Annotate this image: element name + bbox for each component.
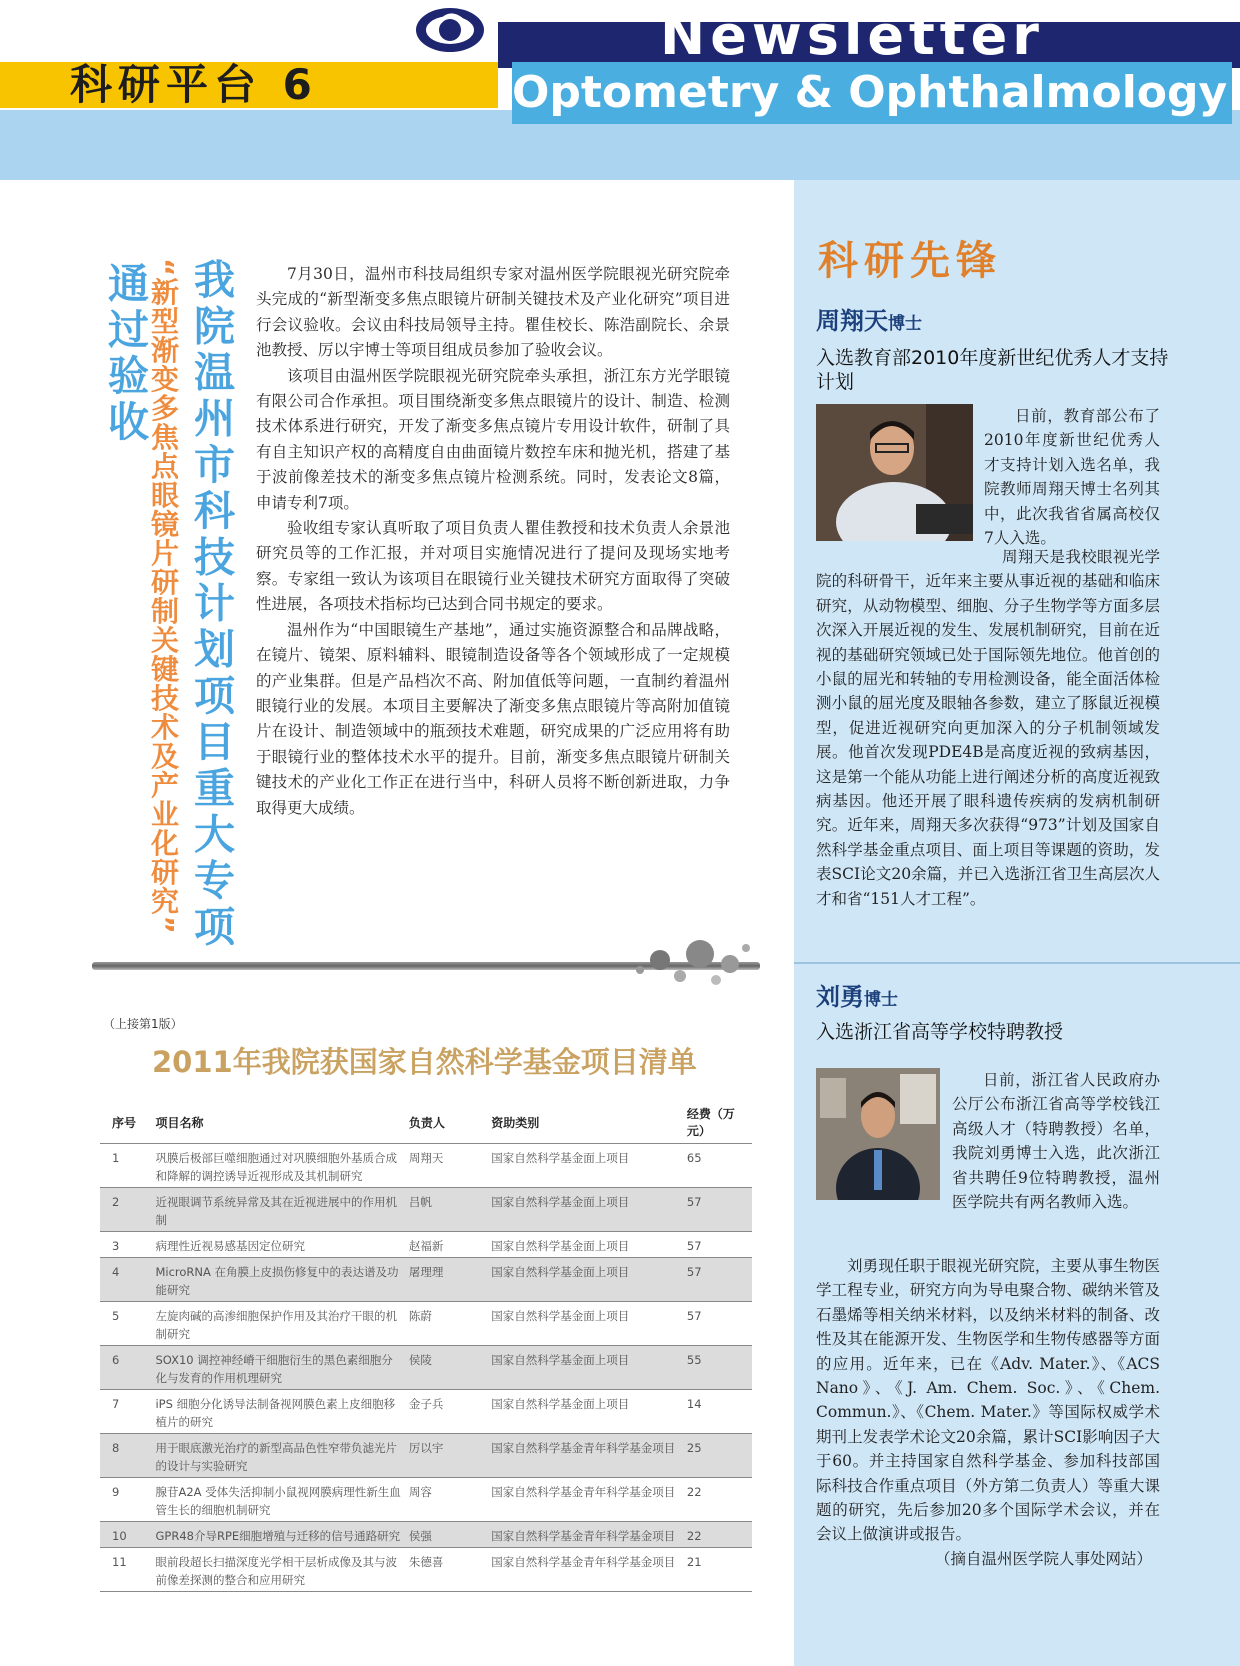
cell-no: 5	[100, 1302, 151, 1346]
cell-no: 9	[100, 1478, 151, 1522]
cell-lead: 朱德喜	[405, 1548, 487, 1592]
profile-2-title: 博士	[864, 990, 898, 1010]
cell-fund: 57	[687, 1232, 752, 1258]
cell-lead: 陈蔚	[405, 1302, 487, 1346]
cell-no: 6	[100, 1346, 151, 1390]
table-row	[100, 1522, 752, 1548]
table-row	[100, 1232, 752, 1258]
profile-2-intro	[952, 1068, 1160, 1214]
table-header-row	[100, 1101, 752, 1144]
sidebar-heading: 科研先锋	[818, 237, 1002, 284]
table-row	[100, 1390, 752, 1434]
cell-type: 国家自然科学基金面上项目	[487, 1144, 687, 1188]
cell-type: 国家自然科学基金青年科学基金项目	[487, 1522, 687, 1548]
cell-no: 2	[100, 1188, 151, 1232]
article-paragraph: 温州作为“中国眼镜生产基地”，通过实施资源整合和品牌战略，在镜片、镜架、原料辅料、眼镜制造设备等各个领域形成了一定规模的产业集群。但是产品档次不高、附加值低等问题，一直制约着温州眼镜行业的发展。本项目主要解决了渐变多焦点眼镜片等高附加值镜片在设计、制造领域中的瓶颈技术难题，研究成果的广泛应用将有助于眼镜行业的整体技术水平的提升。目前，渐变多焦点眼镜片研制关键技术的产业化工作正在进行当中，科研人员将不断创新进取，力争取得更大成绩。	[256, 620, 730, 817]
cell-name: 病理性近视易感基因定位研究	[151, 1232, 404, 1258]
cell-name: 左旋肉碱的高渗细胞保护作用及其治疗干眼的机制研究	[151, 1302, 404, 1346]
profile-2-paragraph-2: 刘勇现任职于眼视光研究院，主要从事生物医学工程专业，研究方向为导电聚合物、碳纳米管及石墨烯等相关纳米材料，以及纳米材料的制备、改性及其在能源开发、生物医学和生物传感器等方面的应用。近年来，已在《Adv. Mater.》、《ACS Nano》、《J. Am. Chem. Soc.》、《Chem. Commun.》、《Chem. Mater.》等国际权威学术期刊上发表学术论文20余篇，累计SCI影响因子大于60。并主持国家自然科学基金、参加科技部国际科技合作重点项目（外方第二负责人）等重大课题的研究，先后参加20多个国际学术会议，并在会议上做演讲或报告。	[816, 1257, 1160, 1544]
profile-2-award: 入选浙江省高等学校特聘教授	[816, 1021, 1064, 1043]
cell-name: 用于眼底激光治疗的新型高品色性窄带负滤光片的设计与实验研究	[151, 1434, 404, 1478]
table-title: 2011年我院获国家自然科学基金项目清单	[152, 1045, 697, 1079]
newsletter-subtitle: Optometry & Ophthalmology	[512, 67, 1228, 118]
cell-type: 国家自然科学基金青年科学基金项目	[487, 1434, 687, 1478]
cell-fund: 21	[687, 1548, 752, 1592]
cell-lead: 周容	[405, 1478, 487, 1522]
column-header: 序号	[100, 1101, 151, 1144]
grant-table	[100, 1101, 752, 1592]
cell-lead: 金子兵	[405, 1390, 487, 1434]
column-header: 项目名称	[151, 1101, 404, 1144]
cell-fund: 57	[687, 1302, 752, 1346]
table-row	[100, 1144, 752, 1188]
cell-type: 国家自然科学基金面上项目	[487, 1258, 687, 1302]
cell-type: 国家自然科学基金青年科学基金项目	[487, 1548, 687, 1592]
headline-main: 我院温州市科技计划项目重大专项	[187, 258, 235, 951]
cell-lead: 侯强	[405, 1522, 487, 1548]
table-row	[100, 1548, 752, 1592]
cell-fund: 25	[687, 1434, 752, 1478]
ink-splatter-decoration	[620, 924, 760, 994]
cell-type: 国家自然科学基金面上项目	[487, 1390, 687, 1434]
cell-name: 近视眼调节系统异常及其在近视进展中的作用机制	[151, 1188, 404, 1232]
profile-1-name: 周翔天	[816, 307, 888, 335]
cell-no: 11	[100, 1548, 151, 1592]
newsletter-title: Newsletter	[660, 4, 1044, 67]
cell-name: MicroRNA 在角膜上皮损伤修复中的表达谱及功能研究	[151, 1258, 404, 1302]
cell-no: 1	[100, 1144, 151, 1188]
profile-2-photo	[816, 1068, 940, 1200]
profile-2-name: 刘勇	[816, 983, 864, 1011]
cell-lead: 厉以宇	[405, 1434, 487, 1478]
cell-no: 3	[100, 1232, 151, 1258]
cell-type: 国家自然科学基金面上项目	[487, 1302, 687, 1346]
profile-1-paragraph-1: 日前，教育部公布了2010年度新世纪优秀人才支持计划入选名单，我院教师周翔天博士名列其中，此次我省省属高校仅7人入选。	[984, 407, 1160, 548]
cell-type: 国家自然科学基金面上项目	[487, 1232, 687, 1258]
cell-type: 国家自然科学基金青年科学基金项目	[487, 1478, 687, 1522]
section-label: 科研平台 6	[70, 60, 318, 109]
cell-fund: 22	[687, 1522, 752, 1548]
profile-1-name-line	[816, 306, 922, 339]
cell-name: SOX10 调控神经嵴干细胞衍生的黑色素细胞分化与发育的作用机理研究	[151, 1346, 404, 1390]
article-body	[256, 262, 730, 821]
article-paragraph: 该项目由温州医学院眼视光研究院牵头承担，浙江东方光学眼镜有限公司合作承担。项目围绕渐变多焦点眼镜片的设计、制造、检测技术体系进行研究，开发了渐变多焦点镜片专用设计软件，研制了具有自主知识产权的高精度自由曲面镜片数控车床和抛光机，搭建了基于波前像差技术的渐变多焦点镜片检测系统。同时，发表论文8篇，申请专利7项。	[256, 366, 730, 512]
cell-lead: 侯陵	[405, 1346, 487, 1390]
cell-name: 眼前段超长扫描深度光学相干层析成像及其与波前像差探测的整合和应用研究	[151, 1548, 404, 1592]
table-row	[100, 1478, 752, 1522]
cell-lead: 周翔天	[405, 1144, 487, 1188]
cell-fund: 22	[687, 1478, 752, 1522]
portrait-image	[816, 1068, 940, 1200]
profile-1-title: 博士	[888, 314, 922, 334]
profile-1-award: 入选教育部2010年度新世纪优秀人才支持计划	[816, 347, 1169, 393]
cell-type: 国家自然科学基金面上项目	[487, 1346, 687, 1390]
eye-logo-icon	[410, 0, 490, 62]
cell-no: 4	[100, 1258, 151, 1302]
table-row	[100, 1346, 752, 1390]
table-row	[100, 1302, 752, 1346]
cell-name: 腺苷A2A 受体失活抑制小鼠视网膜病理性新生血管生长的细胞机制研究	[151, 1478, 404, 1522]
profile-1-body	[816, 545, 1160, 911]
portrait-image	[816, 404, 973, 541]
sidebar-divider	[794, 962, 1240, 964]
article-paragraph: 7月30日，温州市科技局组织专家对温州医学院眼视光研究院牵头完成的“新型渐变多焦点眼镜片研制关键技术及产业化研究”项目进行会议验收。会议由科技局领导主持。瞿佳校长、陈浩副院长、余景池教授、厉以宇博士等项目组成员参加了验收会议。	[256, 265, 730, 360]
profile-2-paragraph-1: 日前，浙江省人民政府办公厅公布浙江省高等学校钱江高级人才（特聘教授）名单，我院刘勇博士入选，此次浙江省共聘任9位特聘教授，温州医学院共有两名教师入选。	[952, 1071, 1160, 1212]
profile-1-paragraph-2: 周翔天是我校眼视光学院的科研骨干，近年来主要从事近视的基础和临床研究，从动物模型、细胞、分子生物学等方面多层次深入开展近视的发生、发展机制研究，目前在近视的基础研究领域已处于国际领先地位。他首创的小鼠的屈光和转轴的专用检测设备，能全面活体检测小鼠的屈光度及眼轴各参数，建立了豚鼠近视模型，促进近视研究向更加深入的分子机制领域发展。他首次发现PDE4B是高度近视的致病基因，这是第一个能从功能上进行阐述分析的高度近视致病基因。他还开展了眼科遗传疾病的发病机制研究。近年来，周翔天多次获得“973”计划及国家自然科学基金重点项目、面上项目等课题的资助，发表SCI论文20余篇，并已入选浙江省卫生高层次人才和省“151人才工程”。	[816, 548, 1160, 908]
cell-fund: 14	[687, 1390, 752, 1434]
headline-project-title: “新型渐变多焦点眼镜片研制关键技术及产业化研究”	[147, 258, 180, 935]
profile-1-photo	[816, 404, 973, 541]
cell-lead: 吕帆	[405, 1188, 487, 1232]
profile-1-intro	[984, 404, 1160, 550]
cell-fund: 65	[687, 1144, 752, 1188]
cell-name: iPS 细胞分化诱导法制备视网膜色素上皮细胞移植片的研究	[151, 1390, 404, 1434]
article-paragraph: 验收组专家认真听取了项目负责人瞿佳教授和技术负责人余景池研究员等的工作汇报，并对项目实施情况进行了提问及现场实地考察。专家组一致认为该项目在眼镜行业关键技术研究方面取得了突破性进展，各项技术指标均已达到合同书规定的要求。	[256, 519, 730, 614]
cell-no: 10	[100, 1522, 151, 1548]
cell-lead: 屠理理	[405, 1258, 487, 1302]
cell-no: 8	[100, 1434, 151, 1478]
profile-2-body	[816, 1254, 1160, 1571]
cell-fund: 55	[687, 1346, 752, 1390]
headline-result: 通过验收	[101, 262, 149, 446]
column-header: 负责人	[405, 1101, 487, 1144]
cell-name: GPR48介导RPE细胞增殖与迁移的信号通路研究	[151, 1522, 404, 1548]
profile-2-name-line	[816, 982, 898, 1015]
cell-type: 国家自然科学基金面上项目	[487, 1188, 687, 1232]
cell-fund: 57	[687, 1258, 752, 1302]
table-row	[100, 1434, 752, 1478]
table-row	[100, 1258, 752, 1302]
continued-note: （上接第1版）	[103, 1017, 183, 1031]
cell-fund: 57	[687, 1188, 752, 1232]
cell-name: 巩膜后极部巨噬细胞通过对巩膜细胞外基质合成和降解的调控诱导近视形成及其机制研究	[151, 1144, 404, 1188]
cell-no: 7	[100, 1390, 151, 1434]
column-header: 经费（万元）	[687, 1101, 752, 1144]
column-header: 资助类别	[487, 1101, 687, 1144]
table-row	[100, 1188, 752, 1232]
cell-lead: 赵福新	[405, 1232, 487, 1258]
profile-2-source: （摘自温州医学院人事处网站）	[934, 1549, 1152, 1568]
